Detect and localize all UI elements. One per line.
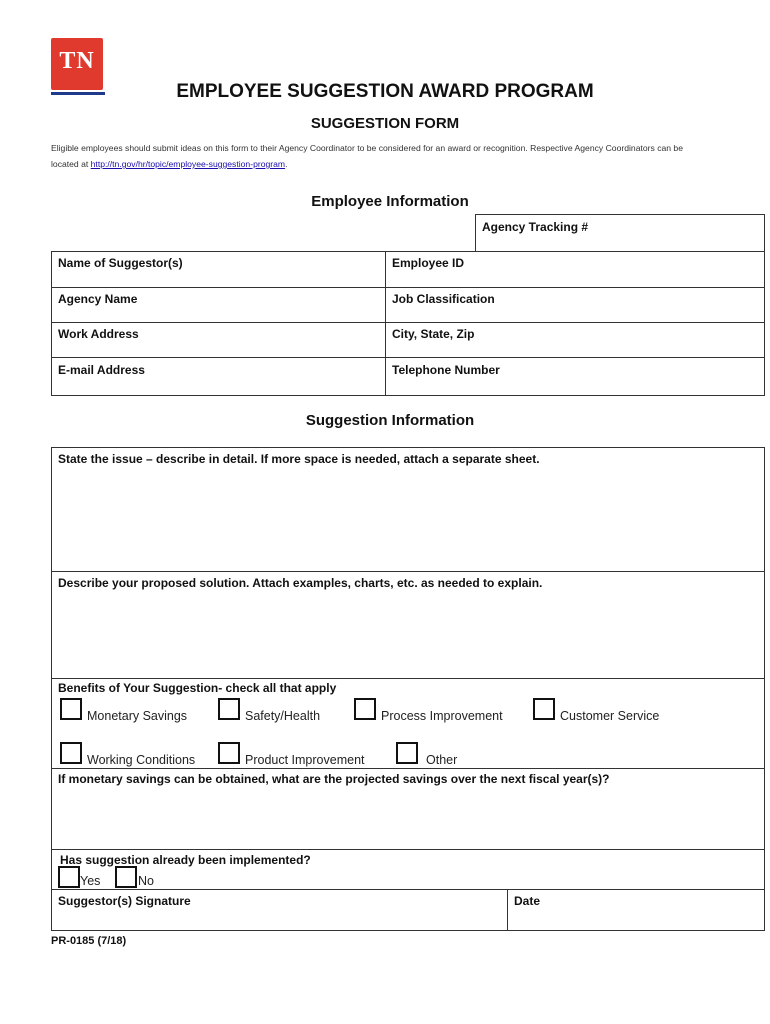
process-improvement-checkbox[interactable]	[354, 698, 376, 720]
safety-health-checkbox[interactable]	[218, 698, 240, 720]
form-code: PR-0185 (7/18)	[51, 935, 127, 947]
intro-text: Eligible employees should submit ideas on this form to their Agency Coordinator to be considered for an award or recognition. Respective Agency Coordinators can be located at	[51, 143, 683, 169]
row-divider	[51, 678, 765, 679]
agency-tracking-label: Agency Tracking #	[482, 220, 589, 234]
monetary-savings-label: Monetary Savings	[87, 709, 188, 723]
yes-checkbox[interactable]	[58, 866, 80, 888]
column-divider	[507, 889, 508, 931]
intro-end: .	[285, 159, 288, 169]
column-divider	[385, 251, 386, 396]
row-divider	[51, 571, 765, 572]
monetary-savings-checkbox[interactable]	[60, 698, 82, 720]
row-divider	[51, 889, 765, 890]
employee-info-heading: Employee Information	[311, 193, 469, 210]
employee-id-label[interactable]: Employee ID	[392, 256, 465, 270]
savings-label: If monetary savings can be obtained, what are the projected savings over the next fiscal year(s)?	[58, 772, 610, 786]
form-title: EMPLOYEE SUGGESTION AWARD PROGRAM	[176, 81, 594, 102]
email-label[interactable]: E-mail Address	[58, 363, 145, 377]
signature-label[interactable]: Suggestor(s) Signature	[58, 894, 191, 908]
issue-label: State the issue – describe in detail. If more space is needed, attach a separate sheet.	[58, 452, 540, 466]
agency-tracking-field[interactable]	[475, 214, 765, 252]
customer-service-label: Customer Service	[560, 709, 660, 723]
name-field-label[interactable]: Name of Suggestor(s)	[58, 256, 183, 270]
working-conditions-checkbox[interactable]	[60, 742, 82, 764]
other-checkbox[interactable]	[396, 742, 418, 764]
solution-label: Describe your proposed solution. Attach examples, charts, etc. as needed to explain.	[58, 576, 543, 590]
product-improvement-checkbox[interactable]	[218, 742, 240, 764]
intro-paragraph	[51, 140, 711, 172]
logo-text: TN	[59, 48, 95, 74]
no-label: No	[138, 874, 154, 888]
implemented-label: Has suggestion already been implemented?	[60, 853, 311, 867]
solution-textarea[interactable]	[52, 594, 764, 677]
row-divider	[51, 768, 765, 769]
suggestion-info-heading: Suggestion Information	[305, 412, 475, 429]
other-label: Other	[426, 753, 458, 767]
telephone-label[interactable]: Telephone Number	[392, 363, 500, 377]
row-divider	[51, 287, 765, 288]
coordinator-link[interactable]: http://tn.gov/hr/topic/employee-suggestion-program	[90, 159, 286, 169]
benefits-label: Benefits of Your Suggestion- check all that apply	[58, 681, 337, 695]
job-classification-label[interactable]: Job Classification	[392, 292, 495, 306]
customer-service-checkbox[interactable]	[533, 698, 555, 720]
date-label[interactable]: Date	[514, 894, 541, 908]
savings-textarea[interactable]	[52, 790, 764, 848]
form-subtitle: SUGGESTION FORM	[310, 115, 460, 132]
row-divider	[51, 357, 765, 358]
work-address-label[interactable]: Work Address	[58, 327, 139, 341]
safety-health-label: Safety/Health	[245, 709, 321, 723]
row-divider	[51, 322, 765, 323]
process-improvement-label: Process Improvement	[381, 709, 503, 723]
agency-name-label[interactable]: Agency Name	[58, 292, 138, 306]
city-state-zip-label[interactable]: City, State, Zip	[392, 327, 475, 341]
yes-label: Yes	[80, 874, 101, 888]
no-checkbox[interactable]	[115, 866, 137, 888]
product-improvement-label: Product Improvement	[245, 753, 365, 767]
working-conditions-label: Working Conditions	[87, 753, 196, 767]
issue-textarea[interactable]	[52, 470, 764, 570]
row-divider	[51, 849, 765, 850]
